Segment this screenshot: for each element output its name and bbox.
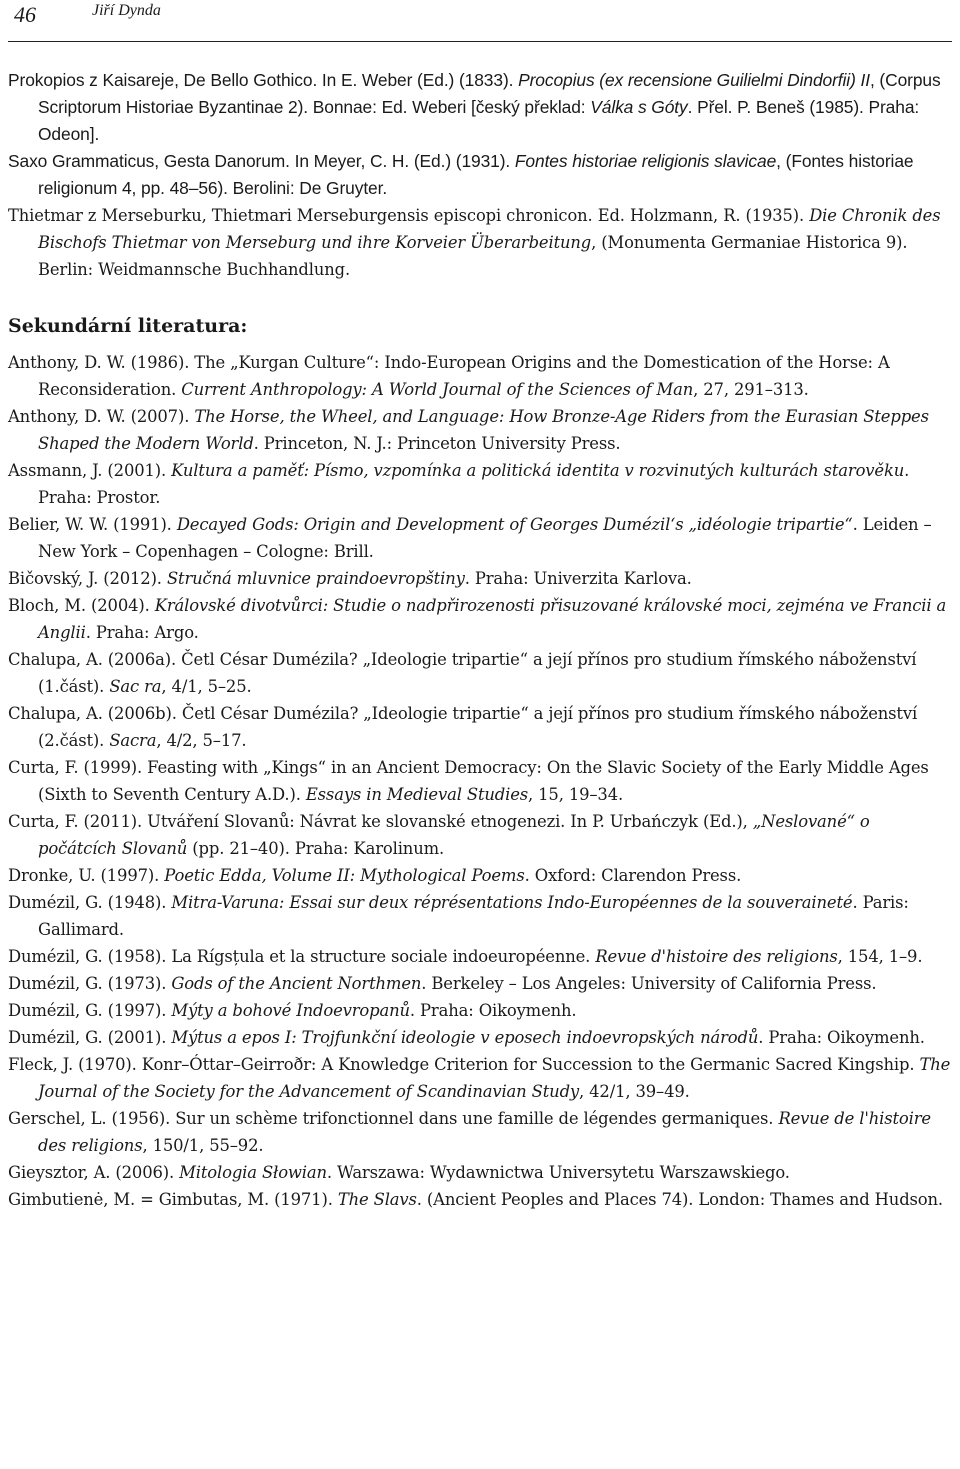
entry-text: , 27, 291–313. <box>693 380 809 399</box>
entry-text: Dronke, U. (1997). <box>8 866 165 885</box>
header-rule <box>8 41 952 42</box>
entry-text: Saxo Grammaticus, Gesta Danorum. In Meyer, C. H. (Ed.) (1931). <box>8 151 515 171</box>
entry-text: , 15, 19–34. <box>528 785 624 804</box>
entry-text: . Paris: Gallimard. <box>38 893 909 939</box>
entry-text: . Praha: Argo. <box>85 623 199 642</box>
entry-title-italic: Gods of the Ancient Northmen <box>171 974 422 993</box>
bibliography-entry <box>8 349 952 403</box>
entry-text: , (Fontes historiae religionum 4, pp. 48–56). Berolini: De Gruyter. <box>38 151 914 198</box>
entry-text: , 4/1, 5–25. <box>161 677 252 696</box>
entry-text: Dumézil, G. (1958). La Rígsțula et la structure sociale indoeuropéenne. <box>8 947 596 966</box>
entry-title-italic: The Slavs <box>337 1190 417 1209</box>
bibliography-entry <box>8 1051 952 1105</box>
bibliography-entry <box>8 457 952 511</box>
running-header <box>8 0 952 34</box>
entry-text: Curta, F. (2011). Utváření Slovanů: Návrat ke slovanské etnogenezi. In P. Urbańczyk (Ed.), <box>8 812 753 831</box>
entry-title-italic: „Neslované“ o počátcích Slovanů <box>38 812 870 858</box>
entry-title-italic: Essays in Medieval Studies <box>305 785 529 804</box>
bibliography-entry <box>8 67 952 148</box>
entry-text: Anthony, D. W. (1986). The „Kurgan Culture“: Indo-European Origins and the Domestication of the Horse: A Reconsideration. <box>8 353 890 399</box>
entry-text: . Praha: Univerzita Karlova. <box>464 569 692 588</box>
entry-text: Bloch, M. (2004). <box>8 596 155 615</box>
bibliography-entry <box>8 943 952 970</box>
entry-text: , 4/2, 5–17. <box>156 731 247 750</box>
bibliography-entry <box>8 148 952 202</box>
entry-text: , 150/1, 55–92. <box>142 1136 264 1155</box>
bibliography-entry <box>8 511 952 565</box>
bibliography-entry <box>8 862 952 889</box>
entry-text: Chalupa, A. (2006a). Četl César Dumézila? „Ideologie tripartie“ a její přínos pro studium římského náboženství (1.část). <box>8 650 917 696</box>
entry-text: Anthony, D. W. (2007). <box>8 407 195 426</box>
bibliography <box>8 67 952 1213</box>
entry-text: Assmann, J. (2001). <box>8 461 172 480</box>
entry-title-italic: Fontes historiae religionis slavicae <box>514 151 777 171</box>
entry-title-italic: Stručná mluvnice praindoevropštiny <box>166 569 465 588</box>
entry-text: , (Monumenta Germaniae Historica 9). Berlin: Weidmannsche Buchhandlung. <box>38 233 908 279</box>
entry-title-italic: Mitra-Varuna: Essai sur deux réprésentations Indo-Européennes de la souveraineté <box>171 893 853 912</box>
entry-text: , 42/1, 39–49. <box>579 1082 690 1101</box>
entry-text: , 154, 1–9. <box>837 947 923 966</box>
entry-text: Prokopios z Kaisareje, De Bello Gothico. In E. Weber (Ed.) (1833). <box>8 70 519 90</box>
entry-title-italic: Procopius (ex recensione Guilielmi Dindorfii) II <box>518 70 870 90</box>
entry-title-italic: Die Chronik des Bischofs Thietmar von Merseburg und ihre Korveier Überarbeitung <box>38 206 941 252</box>
entry-text: . Princeton, N. J.: Princeton University Press. <box>253 434 621 453</box>
entry-title-italic: Current Anthropology: A World Journal of the Sciences of Man <box>181 380 694 399</box>
bibliography-entry <box>8 1024 952 1051</box>
page-number: 46 <box>14 2 36 27</box>
entry-text: . Oxford: Clarendon Press. <box>524 866 742 885</box>
entry-title-italic: Decayed Gods: Origin and Development of Georges Dumézil‘s „idéologie tripartie“ <box>176 515 853 534</box>
bibliography-entry <box>8 403 952 457</box>
entry-text: . Leiden – New York – Copenhagen – Cologne: Brill. <box>38 515 932 561</box>
section-heading: Sekundární literatura: <box>8 315 248 337</box>
entry-text: Belier, W. W. (1991). <box>8 515 177 534</box>
entry-text: Curta, F. (1999). Feasting with „Kings“ in an Ancient Democracy: On the Slavic Society of the Early Middle Ages (Sixth to Seventh Century A.D.). <box>8 758 929 804</box>
bibliography-entry <box>8 202 952 283</box>
bibliography-entry <box>8 1186 952 1213</box>
entry-text: Dumézil, G. (1948). <box>8 893 172 912</box>
bibliography-entry <box>8 997 952 1024</box>
entry-text: Thietmar z Merseburku, Thietmari Merseburgensis episcopi chronicon. Ed. Holzmann, R. (1935). <box>8 206 810 225</box>
entry-text: (pp. 21–40). Praha: Karolinum. <box>187 839 445 858</box>
bibliography-entry <box>8 592 952 646</box>
bibliography-entry <box>8 754 952 808</box>
entry-text: Dumézil, G. (1973). <box>8 974 172 993</box>
entry-text: . Praha: Oikoymenh. <box>758 1028 925 1047</box>
entry-title-italic: Kultura a paměť: Písmo, vzpomínka a politická identita v rozvinutých kulturách starověku <box>171 461 905 480</box>
entry-text: Fleck, J. (1970). Konr–Óttar–Geirroðr: A Knowledge Criterion for Succession to the Germanic Sacred Kingship. <box>8 1055 920 1074</box>
entry-text: Gimbutienė, M. = Gimbutas, M. (1971). <box>8 1190 338 1209</box>
entry-text: . Přel. P. Beneš (1985). Praha: Odeon]. <box>38 97 920 144</box>
entry-title-italic: Válka s Góty <box>590 97 688 117</box>
bibliography-entry <box>8 700 952 754</box>
entry-text: . (Ancient Peoples and Places 74). London: Thames and Hudson. <box>416 1190 943 1209</box>
entry-text: Chalupa, A. (2006b). Četl César Dumézila? „Ideologie tripartie“ a její přínos pro studium římského náboženství (2.část). <box>8 704 918 750</box>
secondary-sources-list <box>8 349 952 1213</box>
entry-text: . Praha: Oikoymenh. <box>409 1001 577 1020</box>
entry-title-italic: The Horse, the Wheel, and Language: How Bronze-Age Riders from the Eurasian Steppes Shaped the Modern World <box>38 407 929 453</box>
entry-text: Gieysztor, A. (2006). <box>8 1163 180 1182</box>
bibliography-entry <box>8 970 952 997</box>
bibliography-entry <box>8 1159 952 1186</box>
entry-title-italic: Mitologia Słowian <box>179 1163 327 1182</box>
entry-text: Dumézil, G. (2001). <box>8 1028 172 1047</box>
entry-title-italic: Mýtus a epos I: Trojfunkční ideologie v eposech indoevropských národů <box>171 1028 759 1047</box>
entry-text: . Berkeley – Los Angeles: University of California Press. <box>421 974 877 993</box>
bibliography-entry <box>8 889 952 943</box>
entry-title-italic: The Journal of the Society for the Advancement of Scandinavian Study <box>38 1055 951 1101</box>
entry-text: Dumézil, G. (1997). <box>8 1001 172 1020</box>
entry-text: Bičovský, J. (2012). <box>8 569 167 588</box>
entry-title-italic: Sacra <box>109 731 157 750</box>
bibliography-entry <box>8 1105 952 1159</box>
entry-title-italic: Mýty a bohové Indoevropanů <box>171 1001 410 1020</box>
bibliography-entry <box>8 565 952 592</box>
bibliography-entry <box>8 808 952 862</box>
entry-title-italic: Revue de l'histoire des religions <box>38 1109 931 1155</box>
entry-title-italic: Revue d'histoire des religions <box>595 947 838 966</box>
entry-text: . Warszawa: Wydawnictwa Universytetu Warszawskiego. <box>326 1163 790 1182</box>
entry-text: , (Corpus Scriptorum Historiae Byzantinae 2). Bonnae: Ed. Weberi [český překlad: <box>38 70 941 117</box>
entry-text: . Praha: Prostor. <box>38 461 910 507</box>
entry-title-italic: Královské divotvůrci: Studie o nadpřirozenosti přisuzované královské moci, zejména ve Francii a Anglii <box>38 596 947 642</box>
bibliography-entry <box>8 646 952 700</box>
entry-title-italic: Poetic Edda, Volume II: Mythological Poems <box>164 866 525 885</box>
entry-title-italic: Sac ra <box>109 677 162 696</box>
entry-text: Gerschel, L. (1956). Sur un schème trifonctionnel dans une famille de légendes germaniques. <box>8 1109 779 1128</box>
running-head-author: Jiří Dynda <box>92 2 161 19</box>
primary-sources-list <box>8 67 952 283</box>
